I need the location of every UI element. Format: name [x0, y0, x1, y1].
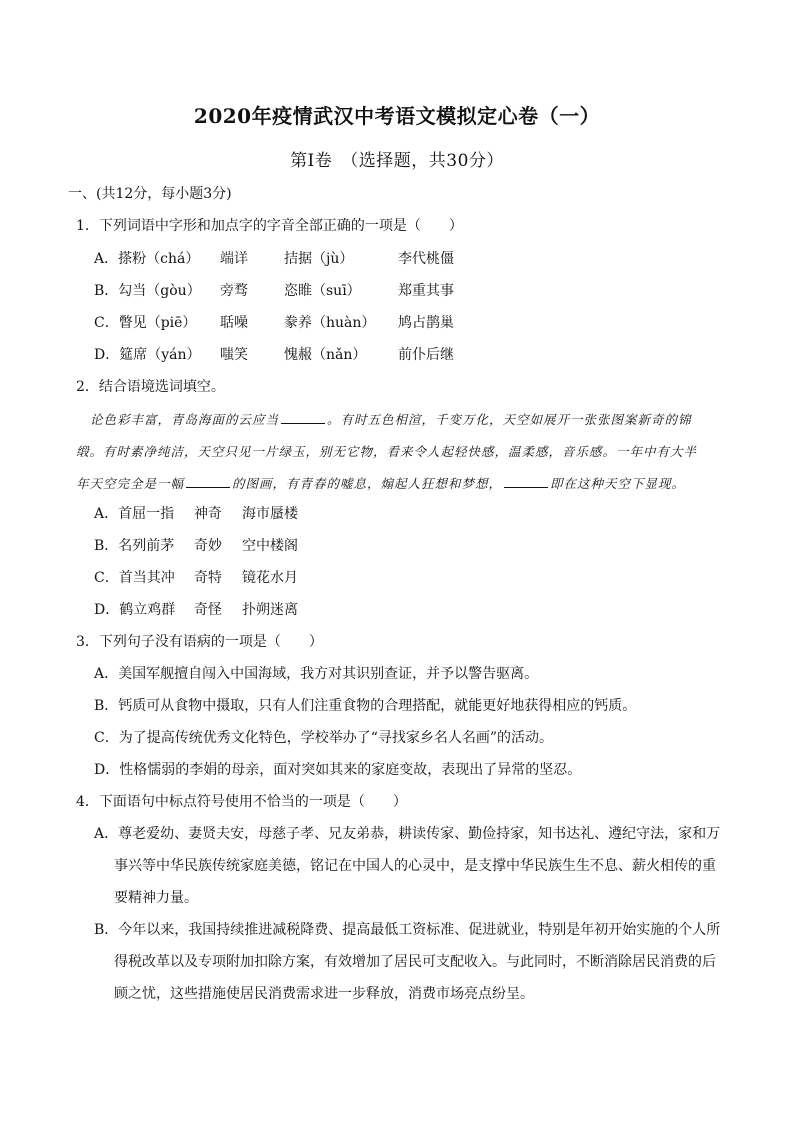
q4-option-a-line-3: 要精神力量。: [114, 890, 198, 906]
q2-option-b: [94, 536, 298, 556]
q1-d-word3: 愧赧（nǎn）: [284, 347, 367, 363]
q1-a-word2: 端详: [220, 251, 248, 267]
q2-a-word1: A．首屈一指: [94, 506, 175, 522]
q2-passage-part: 的图画，有青春的嘘息，煽起人狂想和梦想，: [232, 476, 503, 491]
q4-option-b-line-2: 得税改革以及专项附加扣除方案，有效增加了居民可支配收入。与此同时，不断消除居民消费的后: [114, 954, 716, 970]
q1-a-word4: 李代桃僵: [398, 251, 454, 267]
q1-d-word1: D．筵席（yán）: [94, 347, 201, 363]
q2-passage-part: 年天空完全是一幅: [76, 476, 185, 491]
question-3-stem: 3．下列句子没有语病的一项是（ ）: [76, 634, 323, 650]
q2-a-word2: 神奇: [194, 506, 222, 522]
q3-option-a: A．美国军舰擅自闯入中国海域，我方对其识别查证，并予以警告驱离。: [94, 666, 539, 682]
q1-d-word2: 嗤笑: [220, 347, 248, 363]
q2-c-word2: 奇特: [194, 570, 222, 586]
q1-option-b: [94, 281, 454, 301]
section-heading: 一、(共12分，每小题3分): [68, 186, 232, 202]
q2-b-word1: B．名列前茅: [94, 538, 175, 554]
q2-option-c: [94, 568, 298, 588]
q2-passage-line-2: 缎。有时素净纯洁，天空只见一片绿玉，别无它物，看来令人起轻快感，温柔感，音乐感。一年中有大半: [76, 444, 698, 459]
q2-d-word3: 扑朔迷离: [242, 602, 298, 618]
q1-b-word2: 旁骛: [220, 283, 248, 299]
q3-option-d: D．性格懦弱的李娟的母亲，面对突如其来的家庭变故，表现出了异常的坚忍。: [94, 762, 582, 778]
q2-passage-line-1: [90, 410, 692, 430]
q1-a-word1: A．搽粉（chá）: [94, 251, 200, 267]
q2-c-word3: 镜花水月: [242, 570, 298, 586]
q4-option-b-line-1: B．今年以来，我国持续推进减税降费、提高最低工资标准、促进就业，特别是年初开始实施的个人所: [94, 922, 721, 938]
q2-passage-line-3: [76, 474, 685, 494]
q1-option-c: [94, 313, 454, 333]
q1-b-word3: 恣睢（suī）: [284, 283, 361, 299]
page-title: 2020年疫情武汉中考语文模拟定心卷（一）: [193, 104, 601, 128]
q3-option-c: C．为了提高传统优秀文化特色，学校举办了“寻找家乡名人名画”的活动。: [94, 730, 554, 746]
q1-b-word1: B．勾当（gòu）: [94, 283, 201, 299]
fill-blank-3: [504, 475, 548, 488]
q2-passage-part: 论色彩丰富，青岛海面的云应当: [90, 412, 280, 427]
q1-c-word2: 聒噪: [220, 315, 248, 331]
q1-c-word4: 鸠占鹊巢: [398, 315, 454, 331]
fill-blank-1: [281, 411, 325, 424]
q1-option-d: [94, 345, 454, 365]
q2-b-word2: 奇妙: [194, 538, 222, 554]
q4-option-b-line-3: 顾之忧，这些措施使居民消费需求进一步释放，消费市场亮点纷呈。: [114, 986, 534, 1002]
question-4-stem: 4．下面语句中标点符号使用不恰当的一项是（ ）: [76, 794, 407, 810]
page-subtitle: 第Ⅰ卷 （选择题，共30分）: [290, 151, 504, 171]
q2-passage-part: 即在这种天空下显现。: [550, 476, 686, 491]
q1-c-word1: C．瞥见（piē）: [94, 315, 197, 331]
q1-d-word4: 前仆后继: [398, 347, 454, 363]
q3-option-b: B．钙质可从食物中摄取，只有人们注重食物的合理搭配，就能更好地获得相应的钙质。: [94, 698, 637, 714]
q2-b-word3: 空中楼阁: [242, 538, 298, 554]
q2-c-word1: C．首当其冲: [94, 570, 175, 586]
q4-option-a-line-1: A．尊老爱幼、妻贤夫安，母慈子孝、兄友弟恭，耕读传家、勤俭持家，知书达礼、遵纪守法，家和万: [94, 826, 721, 842]
q1-a-word3: 拮据（jù）: [284, 251, 354, 267]
q4-option-a-line-2: 事兴等中华民族传统家庭美德，铭记在中国人的心灵中，是支撑中华民族生生不息、薪火相传的重: [114, 858, 716, 874]
q1-option-a: [94, 249, 454, 269]
question-1-stem: 1．下列词语中字形和加点字的字音全部正确的一项是（ ）: [76, 218, 463, 234]
q2-d-word1: D．鹤立鸡群: [94, 602, 176, 618]
q1-b-word4: 郑重其事: [398, 283, 454, 299]
q2-passage-part: 。有时五色相渲，千变万化，天空如展开一张张图案新奇的锦: [327, 412, 692, 427]
q1-c-word3: 豢养（huàn）: [284, 315, 376, 331]
q2-option-d: [94, 600, 298, 620]
q2-option-a: [94, 504, 298, 524]
fill-blank-2: [186, 475, 230, 488]
question-2-stem: 2．结合语境选词填空。: [76, 379, 225, 395]
q2-a-word3: 海市蜃楼: [242, 506, 298, 522]
q2-d-word2: 奇怪: [194, 602, 222, 618]
